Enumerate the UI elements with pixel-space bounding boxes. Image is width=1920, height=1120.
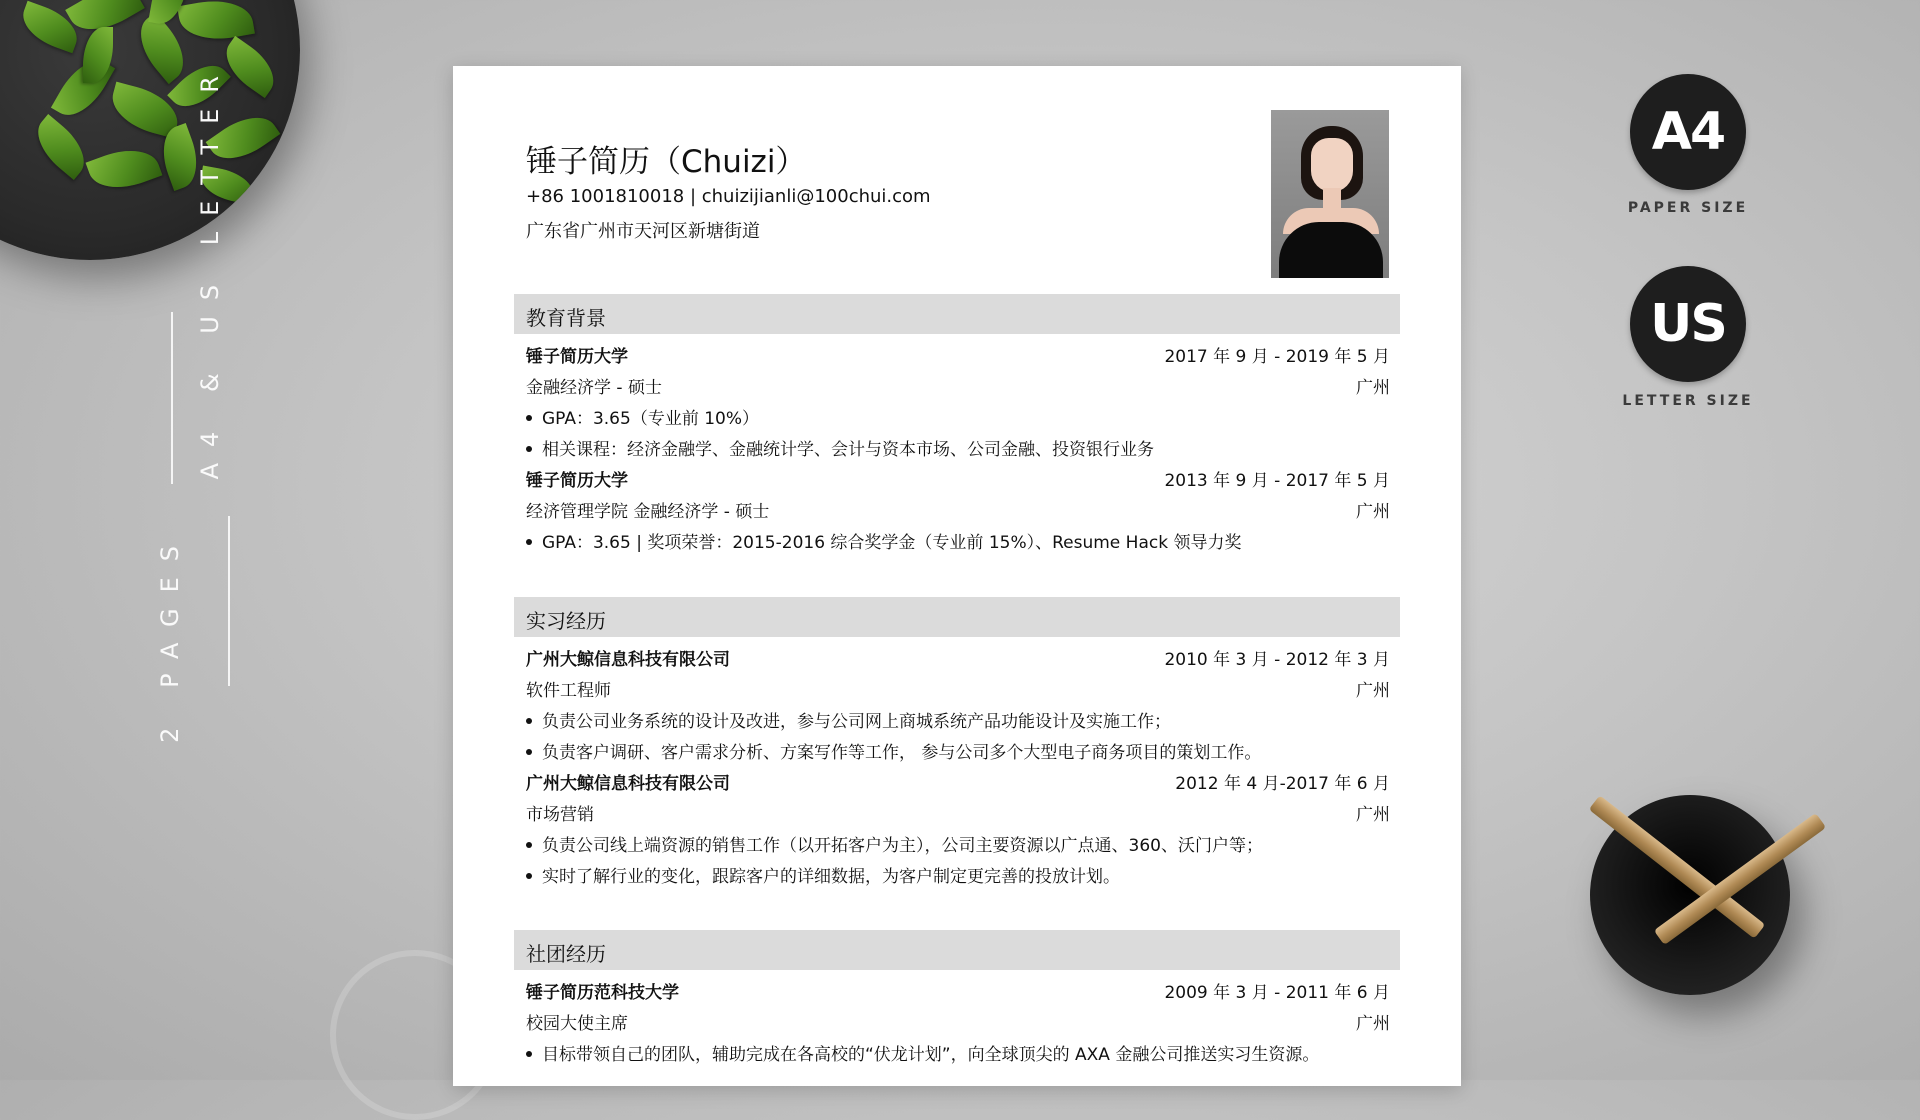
entry-header — [526, 342, 1390, 368]
profile-photo — [1271, 110, 1389, 278]
entry-date: 2009 年 3 月 - 2011 年 6 月 — [1164, 983, 1390, 1003]
us-badge: US — [1630, 266, 1746, 382]
entry-org: 广州大鲸信息科技有限公司 — [526, 650, 730, 670]
entry-header — [526, 769, 1390, 795]
entry-subheader — [526, 497, 1390, 523]
entry-date: 2013 年 9 月 - 2017 年 5 月 — [1164, 471, 1390, 491]
entry-role: 金融经济学 - 硕士 — [526, 378, 662, 398]
a4-badge-label: PAPER SIZE — [1627, 200, 1749, 216]
entry-location: 广州 — [1356, 681, 1390, 701]
entry-role: 市场营销 — [526, 805, 594, 825]
entry-location: 广州 — [1356, 378, 1390, 398]
entry-date: 2017 年 9 月 - 2019 年 5 月 — [1164, 347, 1390, 367]
vertical-pages-text: 2 PAGES — [156, 530, 184, 743]
resume-contact: +86 1001810018 | chuizijianli@100chui.com — [526, 186, 931, 207]
section-header-education — [514, 294, 1400, 334]
section-header-clubs — [514, 930, 1400, 970]
entry-bullet: 相关课程：经济金融学、金融统计学、会计与资本市场、公司金融、投资银行业务 — [526, 435, 1154, 460]
section-title: 实习经历 — [526, 609, 606, 633]
entry-bullet: GPA：3.65（专业前 10%） — [526, 404, 759, 429]
entry-bullet: 负责客户调研、客户需求分析、方案写作等工作， 参与公司多个大型电子商务项目的策划工作。 — [526, 738, 1261, 763]
entry-bullet: GPA：3.65 | 奖项荣誉：2015-2016 综合奖学金（专业前 15%）、Resume Hack 领导力奖 — [526, 528, 1241, 553]
entry-org: 锤子简历大学 — [526, 471, 628, 491]
vertical-divider-top — [171, 312, 173, 484]
entry-location: 广州 — [1356, 805, 1390, 825]
entry-header — [526, 645, 1390, 671]
entry-header — [526, 978, 1390, 1004]
resume-page — [453, 66, 1461, 1086]
entry-bullet: 负责公司线上端资源的销售工作（以开拓客户为主），公司主要资源以广点通、360、沃门户等； — [526, 831, 1263, 856]
entry-role: 经济管理学院 金融经济学 - 硕士 — [526, 502, 770, 522]
entry-subheader — [526, 676, 1390, 702]
entry-role: 软件工程师 — [526, 681, 611, 701]
entry-role: 校园大使主席 — [526, 1014, 628, 1034]
entry-subheader — [526, 373, 1390, 399]
entry-date: 2010 年 3 月 - 2012 年 3 月 — [1164, 650, 1390, 670]
entry-org: 广州大鲸信息科技有限公司 — [526, 774, 730, 794]
entry-org: 锤子简历范科技大学 — [526, 983, 679, 1003]
entry-bullet: 负责公司业务系统的设计及改进，参与公司网上商城系统产品功能设计及实施工作； — [526, 707, 1171, 732]
entry-header — [526, 466, 1390, 492]
entry-bullet: 实时了解行业的变化，跟踪客户的详细数据，为客户制定更完善的投放计划。 — [526, 862, 1120, 887]
section-title: 社团经历 — [526, 942, 606, 966]
entry-bullet: 目标带领自己的团队，辅助完成在各高校的“伏龙计划”，向全球顶尖的 AXA 金融公司推送实习生资源。 — [526, 1040, 1319, 1065]
entry-location: 广州 — [1356, 1014, 1390, 1034]
entry-subheader — [526, 800, 1390, 826]
a4-badge: A4 — [1630, 74, 1746, 190]
us-badge-label: LETTER SIZE — [1622, 393, 1754, 409]
vertical-divider-bottom — [228, 516, 230, 686]
section-header-internship — [514, 597, 1400, 637]
section-title: 教育背景 — [526, 306, 606, 330]
vertical-title-text: A4 & US LETTER — [196, 60, 224, 480]
resume-name: 锤子简历（Chuizi） — [526, 144, 807, 180]
entry-org: 锤子简历大学 — [526, 347, 628, 367]
plant-pot-decoration — [0, 0, 300, 260]
entry-location: 广州 — [1356, 502, 1390, 522]
resume-address: 广东省广州市天河区新塘街道 — [526, 221, 760, 242]
entry-date: 2012 年 4 月-2017 年 6 月 — [1175, 774, 1390, 794]
entry-subheader — [526, 1009, 1390, 1035]
